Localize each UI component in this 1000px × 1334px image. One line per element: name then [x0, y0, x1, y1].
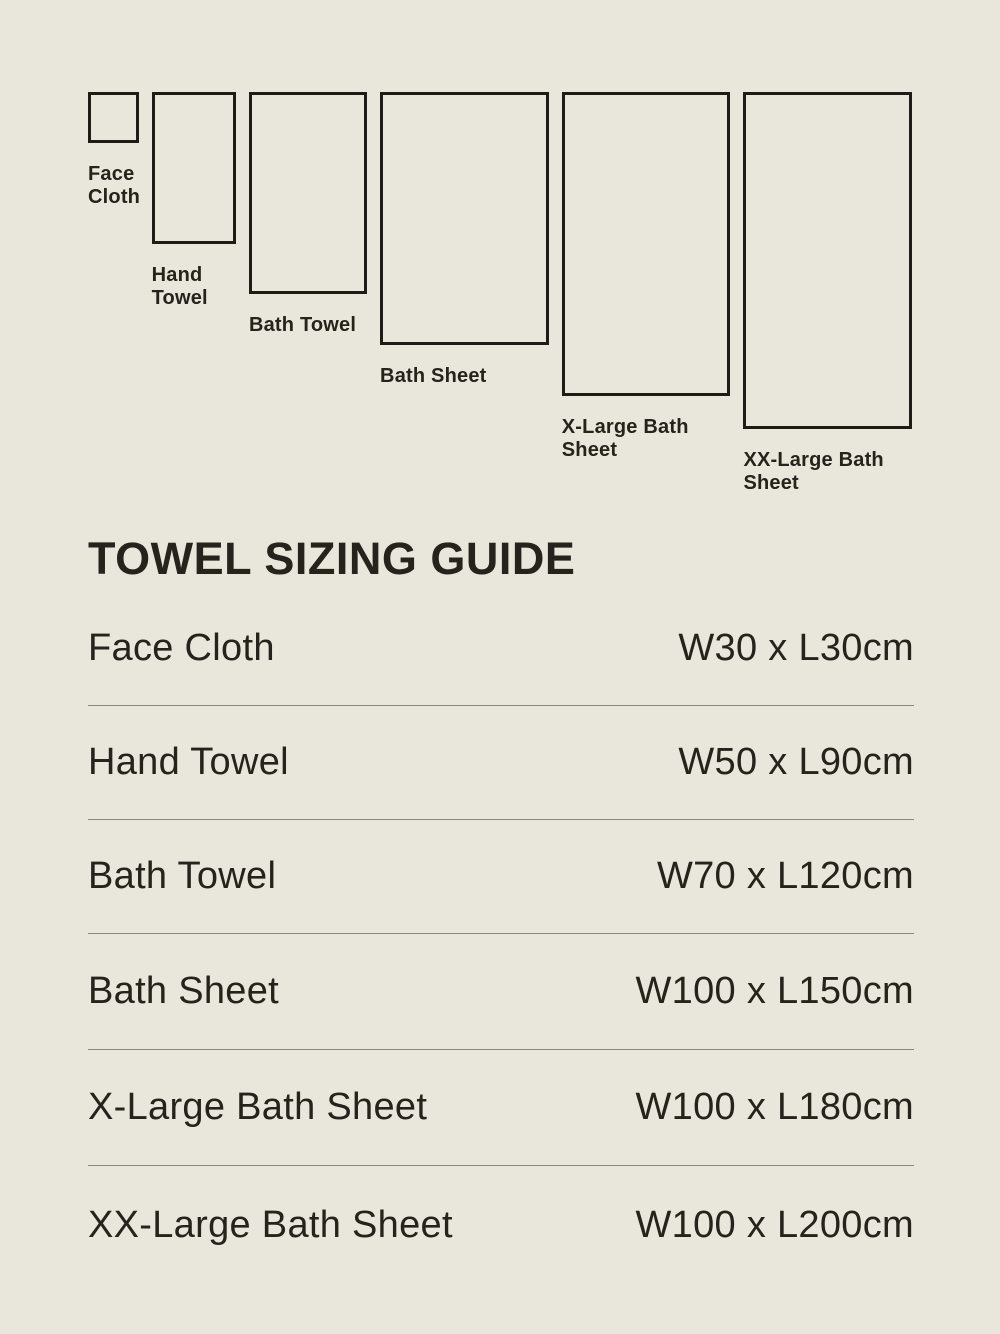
table-row	[88, 934, 914, 1050]
table-row	[88, 820, 914, 934]
towel-dimensions: W100 x L150cm	[635, 970, 914, 1012]
towel-outline-rectangle	[380, 92, 549, 345]
towel-name: Face Cloth	[88, 627, 275, 669]
table-row	[88, 592, 914, 706]
towel-dimensions: W100 x L180cm	[635, 1086, 914, 1128]
towel-name: Bath Towel	[88, 855, 277, 897]
towel-name: Hand Towel	[88, 741, 289, 783]
towel-dimensions: W70 x L120cm	[656, 855, 914, 897]
towel-dimensions: W100 x L200cm	[635, 1203, 914, 1246]
towel-outline-rectangle	[743, 92, 912, 429]
table-row	[88, 1050, 914, 1166]
towel-item	[743, 92, 912, 495]
towel-dimensions: W30 x L30cm	[678, 627, 914, 669]
towel-label: Face Cloth	[88, 162, 141, 208]
towel-name: Bath Sheet	[88, 970, 280, 1012]
towel-name: X-Large Bath Sheet	[88, 1086, 428, 1128]
towel-item	[562, 92, 731, 462]
size-table	[88, 592, 914, 1284]
towel-label: Hand Towel	[151, 263, 208, 309]
towel-label: Bath Sheet	[380, 365, 487, 388]
towel-label: Bath Towel	[248, 314, 357, 337]
towel-outline-rectangle	[249, 92, 367, 294]
towel-item	[152, 92, 242, 310]
towel-outline-rectangle	[88, 92, 139, 143]
towel-item	[380, 92, 549, 388]
table-row	[88, 706, 914, 820]
towel-outline-rectangle	[152, 92, 236, 244]
towel-outline-rectangle	[562, 92, 731, 396]
table-row	[88, 1166, 914, 1284]
towel-name: XX-Large Bath Sheet	[88, 1203, 453, 1246]
towel-label: X-Large Bath Sheet	[561, 415, 689, 461]
towel-item	[249, 92, 367, 337]
towel-label: XX-Large Bath Sheet	[743, 449, 884, 495]
towel-size-diagram	[0, 0, 1000, 520]
towel-dimensions: W50 x L90cm	[678, 741, 914, 783]
page-title: TOWEL SIZING GUIDE	[88, 533, 576, 584]
